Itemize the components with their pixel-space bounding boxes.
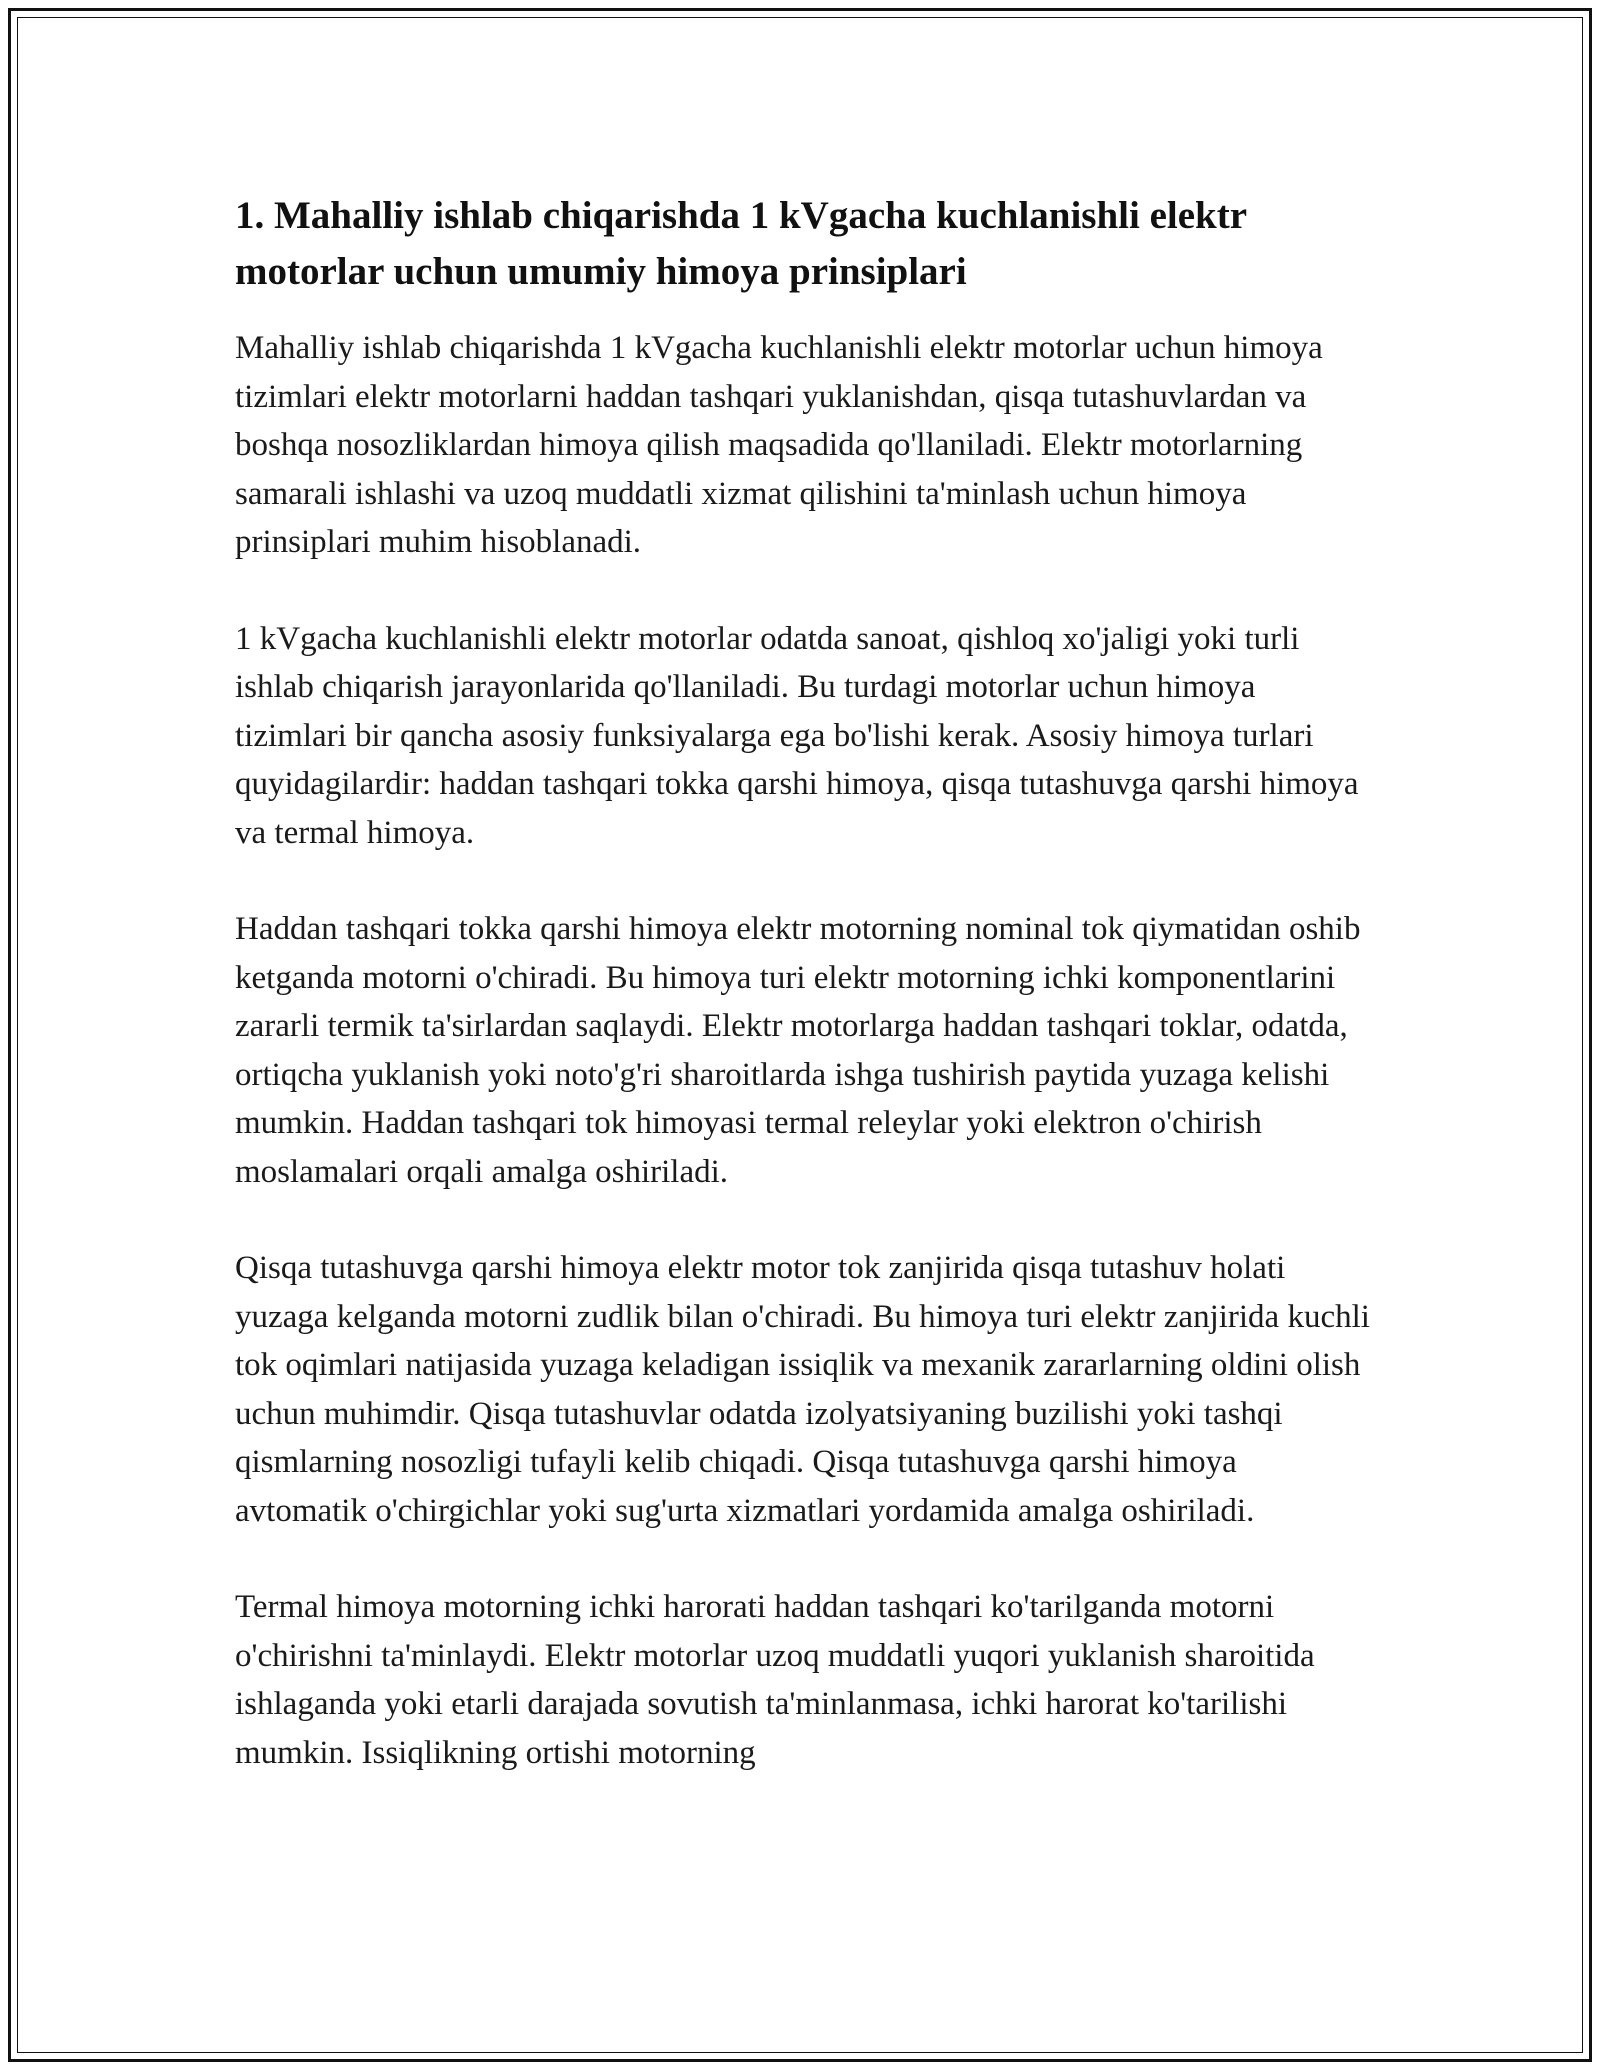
section-title: 1. Mahalliy ishlab chiqarishda 1 kVgacha kuchlanishli elektr motorlar uchun umumiy himoya prinsiplari bbox=[235, 194, 1247, 293]
paragraph-5: Termal himoya motorning ichki harorati haddan tashqari ko'tarilganda motorni o'chirishni ta'minlaydi. Elektr motorlar uzoq muddatli yuqori yuklanish sharoitida ishlaganda yoki etarli darajada sovutish ta'minlanmasa, ichki harorat ko'tarilishi mumkin. Issiqlikning ortishi motorning bbox=[235, 1589, 1315, 1771]
document-body bbox=[235, 188, 1375, 1825]
paragraph-3: Haddan tashqari tokka qarshi himoya elektr motorning nominal tok qiymatidan oshib ketganda motorni o'chiradi. Bu himoya turi elektr motorning ichki komponentlarini zararli termik ta'sirlardan saqlaydi. Elektr motorlarga haddan tashqari toklar, odatda, ortiqcha yuklanish yoki noto'g'ri sharoitlarda ishga tushirish paytida yuzaga kelishi mumkin. Haddan tashqari tok himoyasi termal releylar yoki elektron o'chirish moslamalari orqali amalga oshiriladi. bbox=[235, 911, 1361, 1190]
paragraph-4: Qisqa tutashuvga qarshi himoya elektr motor tok zanjirida qisqa tutashuv holati yuzaga kelganda motorni zudlik bilan o'chiradi. Bu himoya turi elektr zanjirida kuchli tok oqimlari natijasida yuzaga keladigan issiqlik va mexanik zararlarning oldini olish uchun muhimdir. Qisqa tutashuvlar odatda izolyatsiyaning buzilishi yoki tashqi qismlarning nosozligi tufayli kelib chiqadi. Qisqa tutashuvga qarshi himoya avtomatik o'chirgichlar yoki sug'urta xizmatlari yordamida amalga oshiriladi. bbox=[235, 1250, 1370, 1529]
paragraph-1: Mahalliy ishlab chiqarishda 1 kVgacha kuchlanishli elektr motorlar uchun himoya tizimlari elektr motorlarni haddan tashqari yuklanishdan, qisqa tutashuvlardan va boshqa nosozliklardan himoya qilish maqsadida qo'llaniladi. Elektr motorlarning samarali ishlashi va uzoq muddatli xizmat qilishini ta'minlash uchun himoya prinsiplari muhim hisoblanadi. bbox=[235, 330, 1323, 560]
paragraph-2: 1 kVgacha kuchlanishli elektr motorlar odatda sanoat, qishloq xo'jaligi yoki turli ishlab chiqarish jarayonlarida qo'llaniladi. Bu turdagi motorlar uchun himoya tizimlari bir qancha asosiy funksiyalarga ega bo'lishi kerak. Asosiy himoya turlari quyidagilardir: haddan tashqari tokka qarshi himoya, qisqa tutashuvga qarshi himoya va termal himoya. bbox=[235, 620, 1359, 851]
